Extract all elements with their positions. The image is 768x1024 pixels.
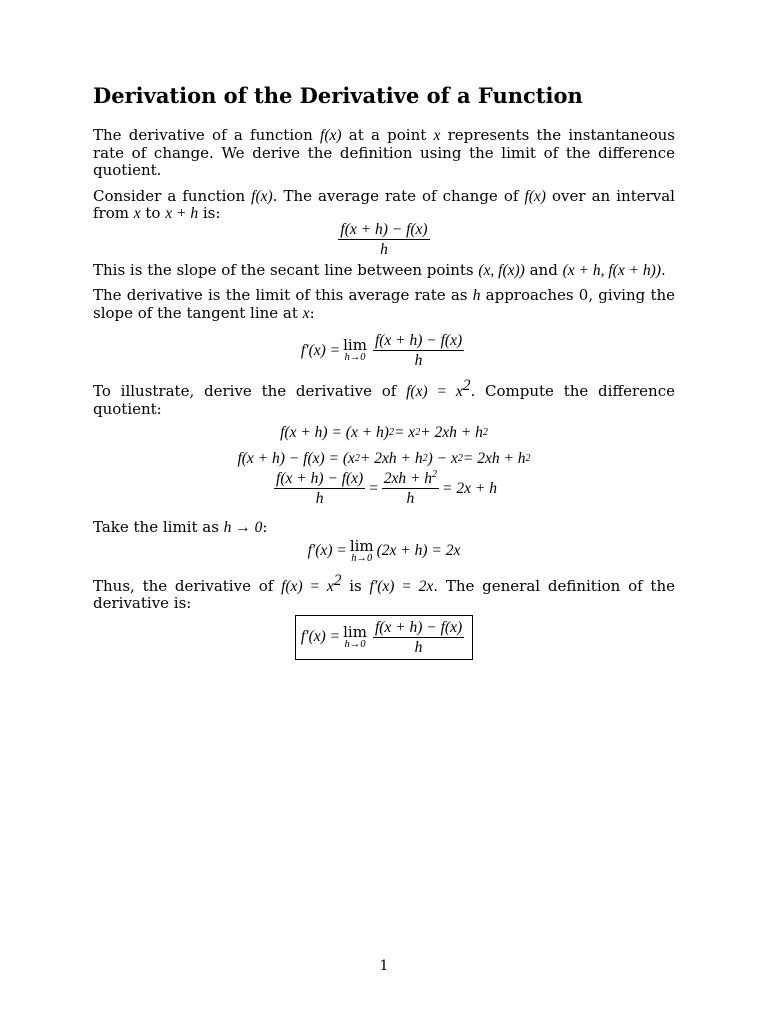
boxed-definition-equation: [93, 615, 675, 660]
quotient-equation: $\frac{f(x + h) - f(x)}{h}$ = $\frac{2xh + h^2}{h}$ = 2x + h: [276, 469, 497, 507]
illustrate-paragraph: To illustrate, derive the derivative of $f(x) = x^2$. Compute the difference quotient:: [93, 377, 675, 418]
page-title: Derivation of the Derivative of a Function: [93, 83, 583, 108]
limit-result-equation: f′(x) = lim h→0 (2x + h) = 2x: [307, 536, 461, 564]
page-number: 1: [379, 958, 389, 974]
derivative-definition-equation: f′(x) = lim h→0 $\frac{f(x + h) - f(x)}{h}$: [300, 332, 463, 369]
expansion-equation: f(x + h) = (x + h) 2 = x 2 + 2xh + h 2: [280, 424, 488, 441]
secant-paragraph: This is the slope of the secant line between points (x, f(x)) and (x + h, f(x + h)).: [93, 260, 666, 279]
difference-equation: f(x + h) − f(x) = (x 2 + 2xh + h 2 ) − x 2 = 2xh + h 2: [237, 450, 531, 467]
take-limit-paragraph: Take the limit as h → 0:: [93, 518, 268, 536]
average-rate-equation: $\frac{f(x + h) - f(x)}{h}$: [340, 220, 428, 258]
intro-paragraph: The derivative of a function f(x) at a point x represents the instantaneous rate of change. We derive the definition using the limit of the difference quotient.: [93, 126, 675, 179]
definition-box: f′(x) = lim h→0 $\frac{f(x + h) - f(x)}{h}$: [295, 615, 473, 660]
limit-paragraph: The derivative is the limit of this average rate as h approaches 0, giving the slope of the tangent line at x:: [93, 286, 676, 322]
consider-paragraph: Consider a function f(x). The average rate of change of f(x) over an interval from x to x + h is:: [93, 186, 675, 222]
conclusion-paragraph: Thus, the derivative of $f(x) = x^2$ is f′(x) = 2x. The general definition of the derivative is:: [93, 571, 676, 612]
document-page: [93, 82, 675, 660]
